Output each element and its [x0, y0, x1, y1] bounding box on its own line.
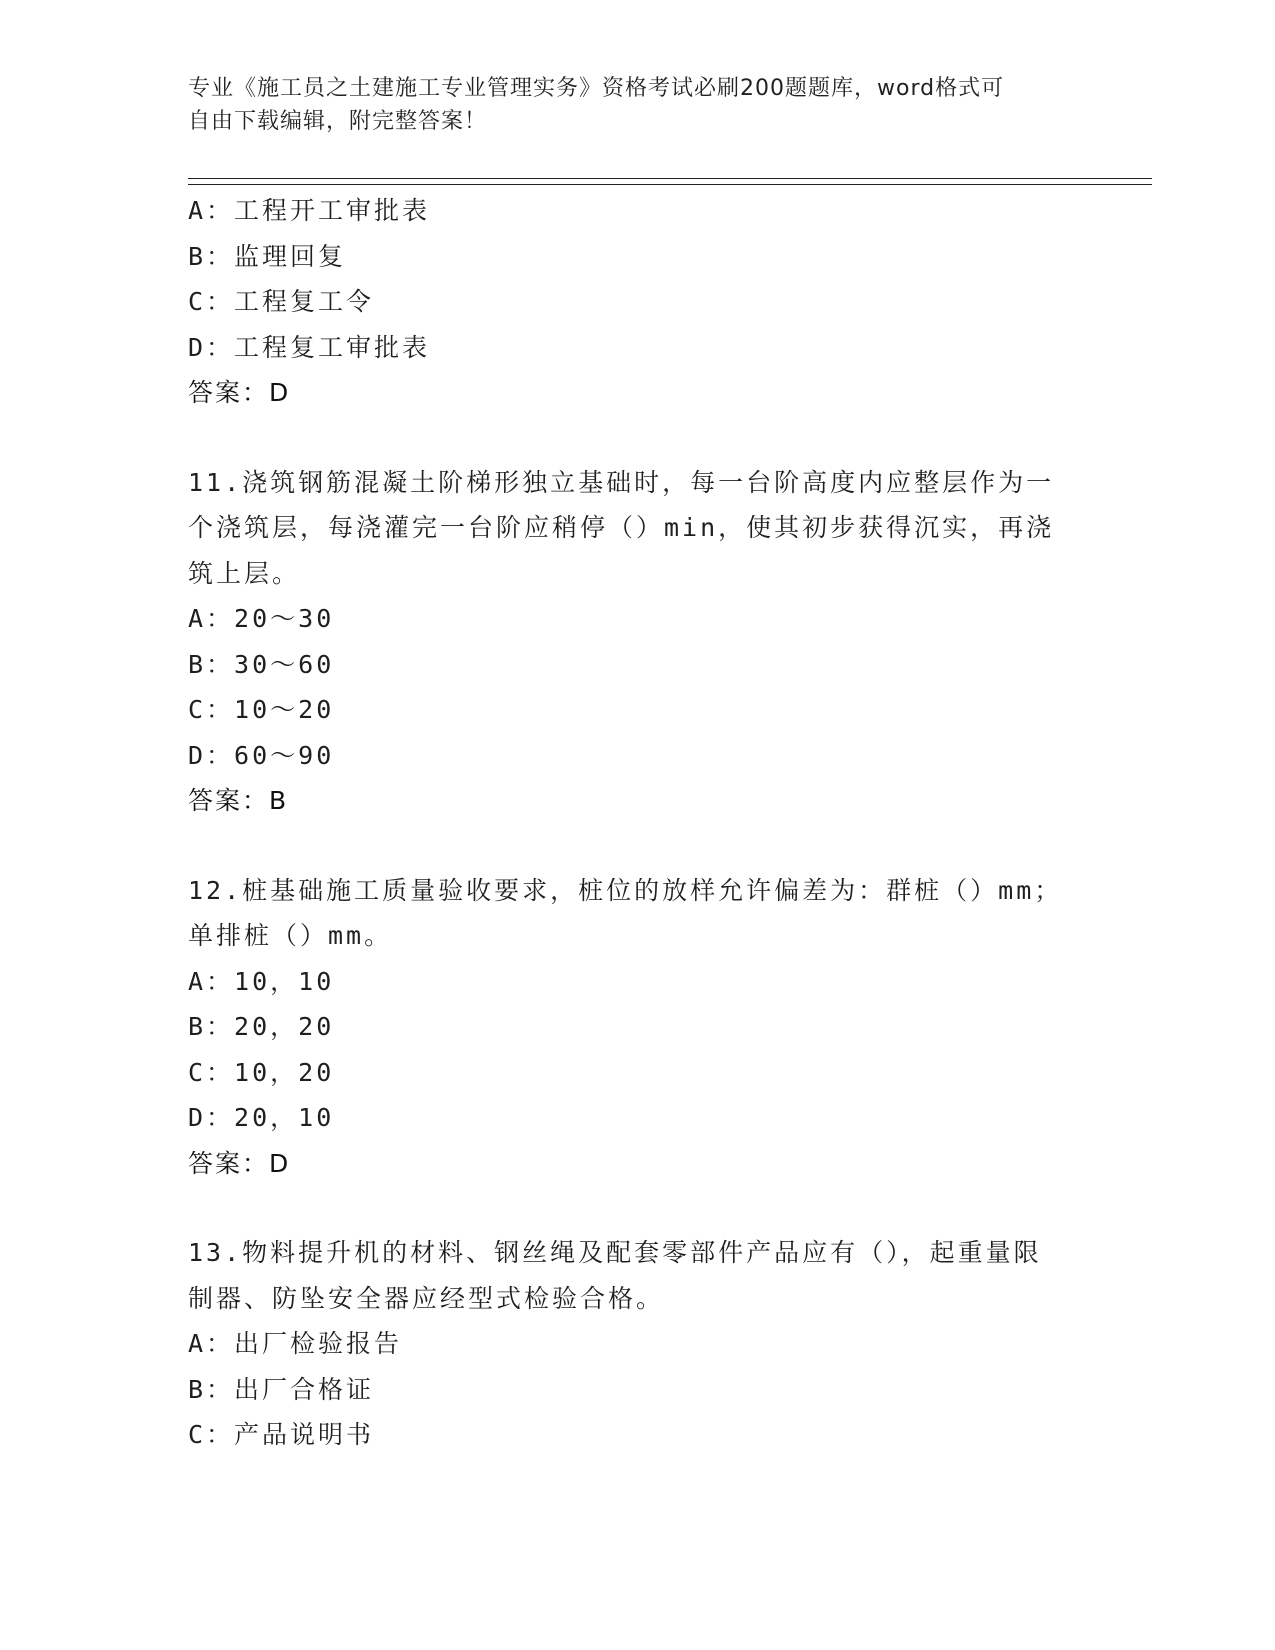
option-b: B：监理回复	[188, 241, 347, 271]
option-a: A：20～30	[188, 604, 335, 633]
option-c: C：工程复工令	[188, 287, 375, 316]
spacer	[188, 824, 1088, 868]
option-a: A：出厂检验报告	[188, 1329, 403, 1358]
answer-label: 答案：D	[188, 378, 291, 407]
question-10	[188, 188, 1088, 416]
question-stem-line: 12.桩基础施工质量验收要求，桩位的放样允许偏差为：群桩（）mm；	[188, 875, 1063, 905]
option-b: B：20，20	[188, 1012, 335, 1041]
header-divider	[188, 178, 1152, 185]
option-c: C：10～20	[188, 695, 335, 724]
option-a: A：工程开工审批表	[188, 196, 431, 225]
answer-label: 答案：D	[188, 1148, 291, 1178]
question-13	[188, 1230, 1088, 1458]
header-title-line-1: 专业《施工员之土建施工专业管理实务》资格考试必刷200题题库，word格式可	[188, 76, 1005, 101]
question-stem-line: 单排桩（）mm。	[188, 921, 393, 950]
question-stem-line: 制器、防坠安全器应经型式检验合格。	[188, 1283, 665, 1313]
option-c: C：10，20	[188, 1057, 335, 1087]
question-stem-line: 13.物料提升机的材料、钢丝绳及配套零部件产品应有（），起重量限	[188, 1238, 1042, 1267]
spacer	[188, 416, 1088, 460]
question-12	[188, 868, 1088, 1187]
option-c: C：产品说明书	[188, 1420, 375, 1449]
question-list	[188, 188, 1088, 1458]
header-title-line-2: 自由下载编辑，附完整答案！	[188, 109, 488, 134]
option-d: D：工程复工审批表	[188, 332, 431, 362]
answer-label: 答案：B	[188, 786, 289, 815]
page-header	[188, 72, 1068, 138]
option-a: A：10，10	[188, 966, 335, 996]
spacer	[188, 1186, 1088, 1230]
question-stem-line: 个浇筑层，每浇灌完一台阶应稍停（）min，使其初步获得沉实，再浇	[188, 513, 1055, 542]
option-d: D：60～90	[188, 740, 335, 770]
option-b: B：30～60	[188, 649, 335, 679]
question-11	[188, 460, 1088, 824]
option-d: D：20，10	[188, 1103, 335, 1132]
option-b: B：出厂合格证	[188, 1374, 375, 1404]
question-stem-line: 11.浇筑钢筋混凝土阶梯形独立基础时，每一台阶高度内应整层作为一	[188, 467, 1055, 497]
question-stem-line: 筑上层。	[188, 558, 301, 588]
